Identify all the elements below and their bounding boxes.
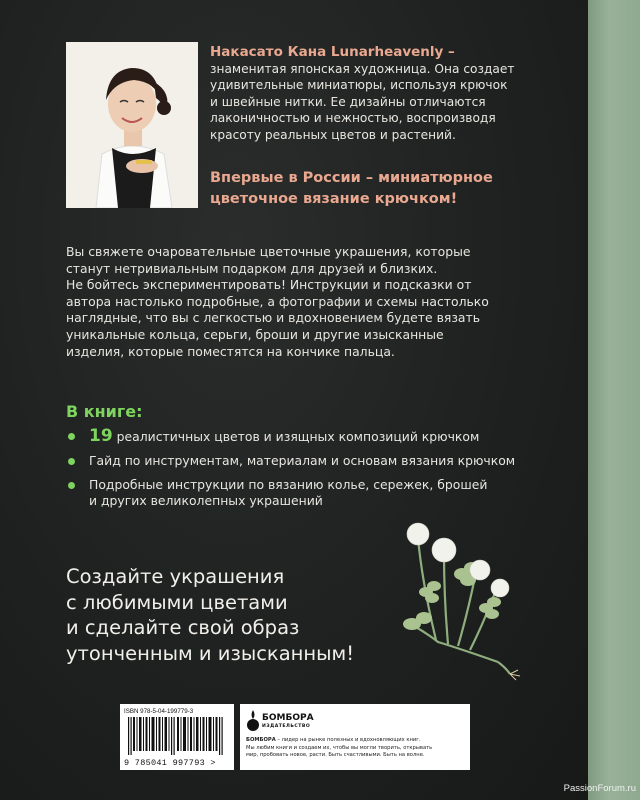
list-item-text: реалистичных цветов и изящных композиций крючком xyxy=(116,429,480,444)
author-bio-line: лаконичностью и нежностью, воспроизводя xyxy=(210,111,496,126)
author-bio-line: красоту реальных цветов и растений. xyxy=(210,127,456,142)
publisher-name: БОМБОРА xyxy=(262,713,314,723)
list-item xyxy=(66,477,586,509)
author-bio-line: удивительные миниатюры, используя крючок xyxy=(210,78,508,93)
slogan-line: и сделайте свой образ xyxy=(66,616,300,639)
barcode-number: 9 785041 997793 > xyxy=(124,758,216,768)
slogan-line: с любимыми цветами xyxy=(66,590,288,614)
slogan-line: Создайте украшения xyxy=(66,565,285,588)
watermark: PassionForum.ru xyxy=(563,783,636,794)
headline-line: Впервые в России – миниатюрное xyxy=(210,170,493,186)
publisher-text-line: Мы любим книги и создаем их, чтобы вы могли творить, открывать xyxy=(246,744,433,751)
bullet-dot-icon xyxy=(68,433,75,440)
publisher-text-line xyxy=(246,737,466,745)
description-line: Не бойтесь экспериментировать! Инструкции и подсказки от xyxy=(66,277,472,293)
description-line: автора настолько подробные, а фотографии и схемы настолько xyxy=(66,293,489,309)
description-line: Вы свяжете очаровательные цветочные украшения, которые xyxy=(66,244,471,259)
in-book-list xyxy=(66,428,586,517)
list-item-text: и других великолепных украшений xyxy=(89,493,323,508)
flower-count: 19 xyxy=(89,426,113,446)
description-line: уникальные кольца, серьги, броши и другие изысканные xyxy=(66,326,444,342)
bullet-dot-icon xyxy=(68,458,75,465)
publisher-text-part: – лидер на рынке полезных и вдохновляющих книг. xyxy=(275,737,421,743)
list-item-text: Гайд по инструментам, материалам и основам вязания крючком xyxy=(89,453,516,468)
author-bio xyxy=(210,44,580,144)
barcode xyxy=(120,704,234,770)
description xyxy=(66,244,566,360)
book-spine xyxy=(588,0,640,800)
crochet-flowers-image xyxy=(388,512,538,682)
slogan xyxy=(66,564,426,666)
description-line: станут нетривиальным подарком для друзей и близких. xyxy=(66,260,438,276)
headline-line: цветочное вязание крючком! xyxy=(210,191,458,207)
author-bio-line: и швейные нитки. Ее дизайны отличаются xyxy=(210,94,486,109)
list-item xyxy=(66,428,586,445)
publisher-block xyxy=(240,704,470,770)
list-item-text: Подробные инструкции по вязанию колье, сережек, брошей xyxy=(89,477,488,492)
isbn-label: ISBN 978-5-04-199779-3 xyxy=(124,708,194,715)
list-item xyxy=(66,453,586,469)
description-line: изделия, которые поместятся на кончике пальца. xyxy=(66,343,395,359)
author-name: Накасато Кана Lunarheavenly – xyxy=(210,44,455,60)
bombora-logo-icon xyxy=(246,710,260,732)
publisher-subtitle: ИЗДАТЕЛЬСТВО xyxy=(262,724,311,729)
headline xyxy=(210,168,580,210)
publisher-text xyxy=(246,737,466,760)
author-photo xyxy=(66,42,198,208)
publisher-lead: БОМБОРА xyxy=(246,737,276,743)
bullet-dot-icon xyxy=(68,482,75,489)
slogan-line: утонченным и изысканным! xyxy=(66,641,355,665)
author-bio-line: знаменитая японская художница. Она создает xyxy=(210,61,515,76)
barcode-bars-icon xyxy=(126,717,230,755)
in-book-title: В книге: xyxy=(66,402,143,421)
description-line: наглядные, что вы с легкостью и вдохновением будете вязать xyxy=(66,310,481,326)
publisher-text-line: мир, пробовать новое, расти. Быть счастливыми. Быть на волне. xyxy=(246,752,425,759)
